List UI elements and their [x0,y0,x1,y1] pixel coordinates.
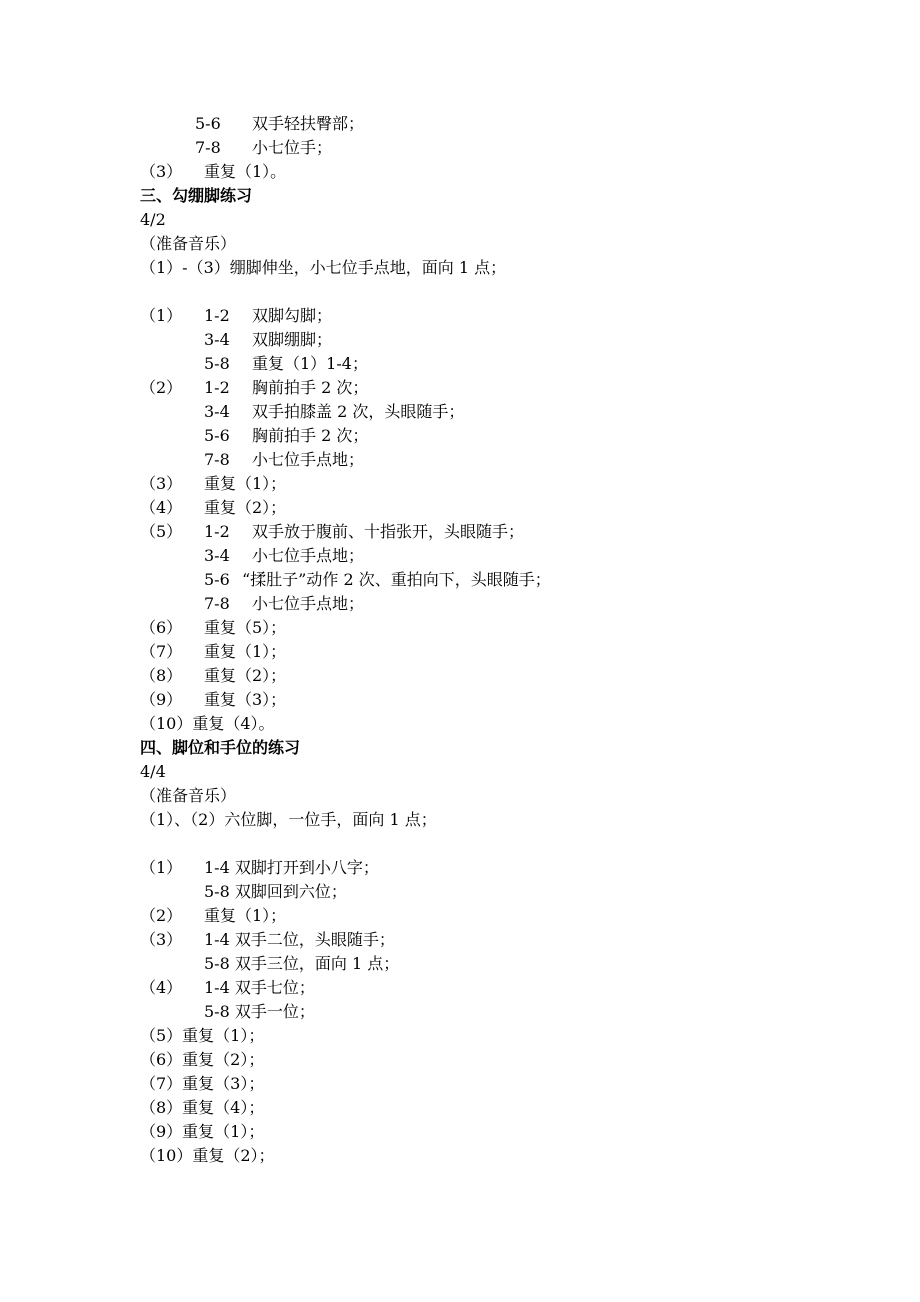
step-count: 7-8 [204,594,230,613]
phrase-label: （4） [140,978,183,997]
step-count: 3-4 [204,330,230,349]
prep-music: （准备音乐） [140,234,237,253]
step-text: 胸前拍手 2 次； [252,378,369,397]
step-text: 重复（3）； [204,690,287,709]
prep-music: （准备音乐） [140,786,237,805]
step-text: 重复（1）1-4； [252,354,368,373]
meter: 4/4 [140,762,166,781]
section-heading: 三、勾绷脚练习 [140,186,253,205]
step-count: 7-8 [195,138,221,157]
phrase-label: （5） [140,522,183,541]
step-count: 1-2 [204,306,230,325]
step-count: 5-6 [204,570,230,589]
phrase-line: （8）重复（4）； [140,1098,265,1117]
prep-detail: （1）、（2）六位脚，一位手，面向 1 点； [140,810,437,829]
phrase-line: （6）重复（2）； [140,1050,265,1069]
phrase-label: （9） [140,690,183,709]
phrase-label: （3） [140,162,183,181]
step-count: 5-6 [204,426,230,445]
phrase-label: （4） [140,498,183,517]
phrase-label: （7） [140,642,183,661]
prep-detail: （1）-（3）绷脚伸坐，小七位手点地，面向 1 点； [140,258,507,277]
meter: 4/2 [140,210,166,229]
step-text: 双手拍膝盖 2 次，头眼随手； [252,402,465,421]
step-count: 3-4 [204,402,230,421]
step-text: 小七位手； [252,138,333,157]
step-text: 1-4 双脚打开到小八字； [204,858,379,877]
step-text: 胸前拍手 2 次； [252,426,369,445]
step-text: 1-4 双手二位，头眼随手； [204,930,395,949]
step-count: 3-4 [204,546,230,565]
step-text: 重复（1）； [204,906,287,925]
step-count: 1-2 [204,522,230,541]
section-heading: 四、脚位和手位的练习 [140,738,301,757]
phrase-line: （5）重复（1）； [140,1026,265,1045]
step-text: 小七位手点地； [252,594,365,613]
step-text: 重复（2）； [204,498,287,517]
phrase-label: （2） [140,906,183,925]
step-text: 重复（2）； [204,666,287,685]
step-count: 5-8 [204,354,230,373]
step-text: 重复（5）； [204,618,287,637]
phrase-line: （7）重复（3）； [140,1074,265,1093]
phrase-label: （3） [140,474,183,493]
phrase-label: （1） [140,306,183,325]
phrase-label: （3） [140,930,183,949]
step-text: 双手放于腹前、十指张开，头眼随手； [252,522,525,541]
step-text: 5-8 双脚回到六位； [204,882,347,901]
phrase-line: （9）重复（1）； [140,1122,265,1141]
phrase-line: （10）重复（2）； [140,1146,275,1165]
step-text: “揉肚子”动作 2 次、重拍向下，头眼随手； [242,570,551,589]
step-count: 1-2 [204,378,230,397]
step-count: 5-6 [195,114,221,133]
phrase-label: （6） [140,618,183,637]
step-text: 重复（1）； [204,474,287,493]
phrase-label: （1） [140,858,183,877]
step-text: 小七位手点地； [252,450,365,469]
step-text: 5-8 双手一位； [204,1002,315,1021]
phrase-line: （10）重复（4）。 [140,714,275,733]
step-text: 1-4 双手七位； [204,978,315,997]
step-text: 小七位手点地； [252,546,365,565]
step-text: 重复（1）。 [204,162,287,181]
step-count: 7-8 [204,450,230,469]
phrase-label: （2） [140,378,183,397]
step-text: 重复（1）； [204,642,287,661]
step-text: 双手轻扶臀部； [252,114,365,133]
step-text: 5-8 双手三位，面向 1 点； [204,954,400,973]
phrase-label: （8） [140,666,183,685]
step-text: 双脚绷脚； [252,330,333,349]
step-text: 双脚勾脚； [252,306,333,325]
